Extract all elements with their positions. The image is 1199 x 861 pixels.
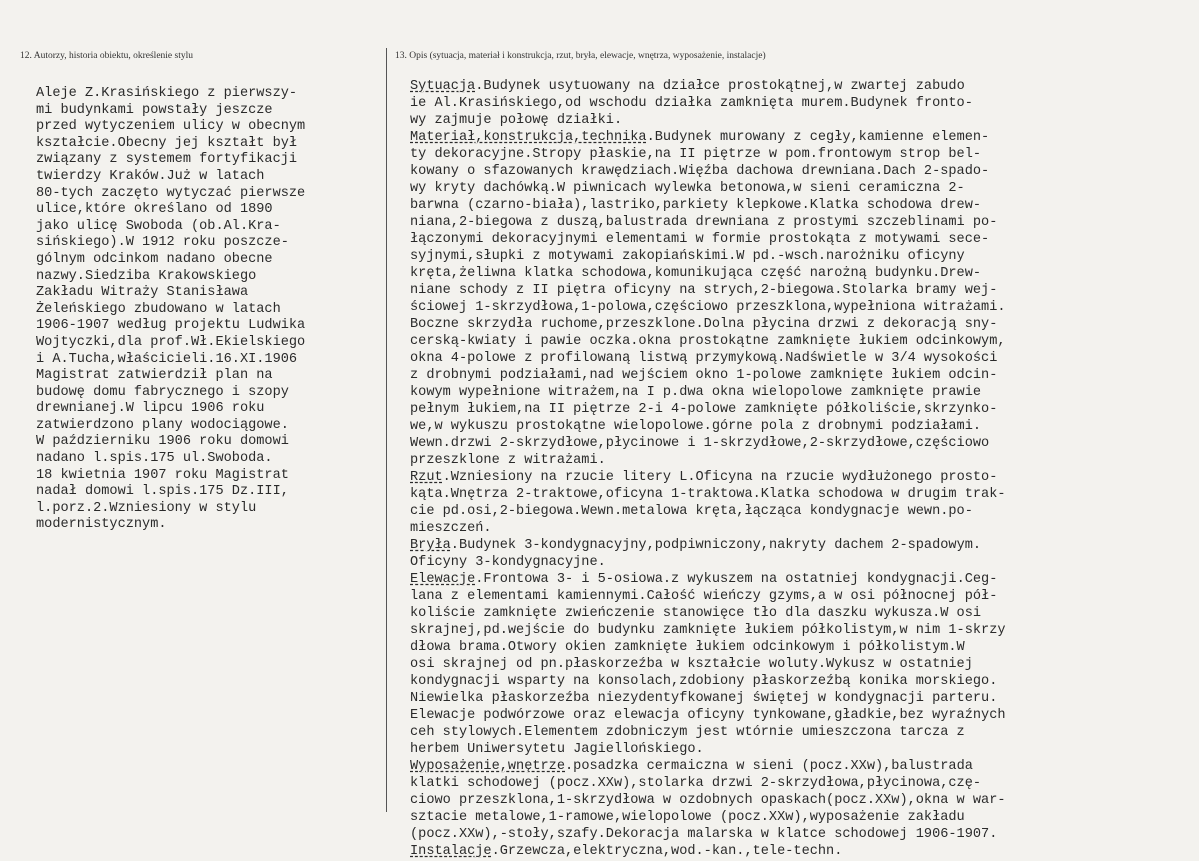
description-text-line xyxy=(410,673,1190,690)
description-text-column xyxy=(410,78,1190,860)
description-text-line xyxy=(410,571,1190,588)
description-text-line xyxy=(410,758,1190,775)
history-text-line: i A.Tucha,właścicieli.16.XI.1906 xyxy=(36,351,298,367)
description-text-line xyxy=(410,112,1190,129)
description-text-line xyxy=(410,214,1190,231)
description-text: Niewielka płaskorzeźba niezydentyfkowanej świętej w kondygnacji parteru. xyxy=(410,691,998,706)
description-text: łączonymi dekoracyjnymi elementami w formie prostokąta z motywami sece- xyxy=(410,232,990,247)
history-text-line: związany z systemem fortyfikacji xyxy=(36,152,298,168)
description-text-line xyxy=(410,316,1190,333)
section-heading: Materiał,konstrukcja,technika xyxy=(410,130,647,145)
history-text-line: modernistycznym. xyxy=(36,517,167,533)
history-text-line: 1906-1907 według projektu Ludwika xyxy=(36,318,306,334)
description-text-line xyxy=(410,537,1190,554)
description-text-line xyxy=(410,792,1190,809)
description-text-line xyxy=(410,469,1190,486)
description-text-line xyxy=(410,95,1190,112)
description-text: niane schody z II piętra oficyny na strych,2-biegowa.Stolarka bramy wej- xyxy=(410,283,998,298)
description-text-line xyxy=(410,401,1190,418)
description-text: .Budynek murowany z cegły,kamienne elemen- xyxy=(646,130,990,145)
history-text-line: Żeleńskiego zbudowano w latach xyxy=(36,301,281,317)
history-text-line: gólnym odcinkom nadano obecne xyxy=(36,251,273,267)
section-heading: Elewacje xyxy=(410,572,476,587)
description-text: osi skrajnej od pn.płaskorzeźba w kształcie woluty.Wykusz w ostatniej xyxy=(410,657,973,672)
description-text: wy zajmuje połowę działki. xyxy=(410,113,623,128)
description-text: cerską-kwiaty i pawie oczka.okna prostokątne zamknięte łukiem odcinkowym, xyxy=(410,334,1006,349)
description-text-line xyxy=(410,299,1190,316)
description-text-line xyxy=(410,452,1190,469)
history-text-line: nadał domowi l.spis.175 Dz.III, xyxy=(36,484,289,500)
description-text: .Wzniesiony na rzucie litery L.Oficyna na rzucie wydłużonego prosto- xyxy=(442,470,998,485)
description-text: mieszczeń. xyxy=(410,521,492,536)
description-text-line xyxy=(410,129,1190,146)
description-text-line xyxy=(410,435,1190,452)
description-text: cie pd.osi,2-biegowa.Wewn.metalowa kręta,łącząca kondygnacje wewn.po- xyxy=(410,504,973,519)
description-text: ceh stylowych.Elementem zdobniczym jest wtórnie umieszczona tarcza z xyxy=(410,725,965,740)
description-text: ściowej 1-skrzydłowa,1-polowa,częściowo przeszklona,wypełniona witrażami. xyxy=(410,300,1006,315)
history-text-line: l.porz.2.Wzniesiony w stylu xyxy=(36,500,257,516)
section-heading: Bryła xyxy=(410,538,451,553)
description-text-line xyxy=(410,180,1190,197)
description-text-line xyxy=(410,639,1190,656)
description-text: ty dekoracyjne.Stropy płaskie,na II piętrze w pom.frontowym strop bel- xyxy=(410,147,982,162)
description-text-line xyxy=(410,724,1190,741)
description-text-line xyxy=(410,588,1190,605)
description-text: .Grzewcza,elektryczna,wod.-kan.,tele-techn. xyxy=(491,844,843,859)
description-text-line xyxy=(410,809,1190,826)
description-text-line xyxy=(410,605,1190,622)
description-text-line xyxy=(410,350,1190,367)
description-text-line xyxy=(410,656,1190,673)
description-text: lana z elementami kamiennymi.Całość wieńczy gzyms,a w osi północnej pół- xyxy=(410,589,998,604)
description-text: .posadzka cermaiczna w sieni (pocz.XXw),balustrada xyxy=(565,759,973,774)
description-text: ie Al.Krasińskiego,od wschodu działka zamknięta murem.Budynek fronto- xyxy=(410,96,973,111)
description-text-line xyxy=(410,282,1190,299)
description-text: pełnym łukiem,na II piętrze 2-i 4-polowe zamknięte półkoliście,skrzynko- xyxy=(410,402,998,417)
description-text: (pocz.XXw),-stoły,szafy.Dekoracja malarska w klatce schodowej 1906-1907. xyxy=(410,827,998,842)
section-heading: Wyposażenie,wnętrze xyxy=(410,759,565,774)
history-text-line: ulice,które określano od 1890 xyxy=(36,202,273,218)
description-text-line xyxy=(410,826,1190,843)
history-text-line: zatwierdzono plany wodociągowe. xyxy=(36,417,289,433)
description-text-line xyxy=(410,248,1190,265)
description-text-line xyxy=(410,707,1190,724)
description-text-line xyxy=(410,231,1190,248)
description-text-line xyxy=(410,622,1190,639)
description-text: .Frontowa 3- i 5-osiowa.z wykuszem na ostatniej kondygnacji.Ceg- xyxy=(475,572,998,587)
description-text-line xyxy=(410,78,1190,95)
description-text-line xyxy=(410,384,1190,401)
description-text: koliście zamknięte zwieńczenie stanowięce tło dla daszku wykusza.W osi xyxy=(410,606,982,621)
history-text-line: 18 kwietnia 1907 roku Magistrat xyxy=(36,467,289,483)
description-text-line xyxy=(410,418,1190,435)
description-text: kondygnacji wsparty na konsolach,zdobiony płaskorzeźbą konika morskiego. xyxy=(410,674,998,689)
description-text: skrajnej,pd.wejście do budynku zamknięte łukiem półkolistym,w nim 1-skrzy xyxy=(410,623,1006,638)
description-text: ciowo przeszklona,1-skrzydłowa w ozdobnych opaskach(pocz.XXw),okna w war- xyxy=(410,793,1006,808)
description-text: herbem Uniwersytetu Jagiellońskiego. xyxy=(410,742,704,757)
description-text: Oficyny 3-kondygnacyjne. xyxy=(410,555,606,570)
description-text: z drobnymi podziałami,nad wejściem okno 1-polowe zamknięte łukiem odcin- xyxy=(410,368,998,383)
description-text-line xyxy=(410,486,1190,503)
history-text-line: przed wytyczeniem ulicy w obecnym xyxy=(36,119,306,135)
description-text: Boczne skrzydła ruchome,przeszklone.Dolna płycina drzwi z dekoracją sny- xyxy=(410,317,998,332)
description-text: klatki schodowej (pocz.XXw),stolarka drzwi 2-skrzydłowa,płycinowa,czę- xyxy=(410,776,982,791)
description-text: okna 4-polowe z profilowaną listwą przymykową.Nadświetle w 3/4 wysokości xyxy=(410,351,998,366)
description-text-line xyxy=(410,146,1190,163)
history-text-line: Magistrat zatwierdził plan na xyxy=(36,368,273,384)
description-text: kąta.Wnętrza 2-traktowe,oficyna 1-traktowa.Klatka schodowa w drugim trak- xyxy=(410,487,1006,502)
description-text: barwna (czarno-biała),lastriko,parkiety klepkowe.Klatka schodowa drew- xyxy=(410,198,982,213)
history-text-line: twierdzy Kraków.Już w latach xyxy=(36,168,265,184)
description-text: wy kryty dachówką.W piwnicach wylewka betonowa,w sieni ceramiczna 2- xyxy=(410,181,965,196)
history-text-line: kształcie.Obecny jej kształt był xyxy=(36,135,298,151)
description-text-line xyxy=(410,741,1190,758)
description-text-line xyxy=(410,265,1190,282)
history-text-line: budowę domu fabrycznego i szopy xyxy=(36,384,289,400)
description-text-line xyxy=(410,843,1190,860)
left-column-header: 12. Autorzy, historia obiektu, określenie stylu xyxy=(20,51,193,61)
history-text-line: W październiku 1906 roku domowi xyxy=(36,434,289,450)
description-text-line xyxy=(410,690,1190,707)
description-text-line xyxy=(410,554,1190,571)
history-text-line: Aleje Z.Krasińskiego z pierwszy- xyxy=(36,86,298,101)
description-text: Wewn.drzwi 2-skrzydłowe,płycinowe i 1-skrzydłowe,2-skrzydłowe,częściowo xyxy=(410,436,990,451)
history-text-column xyxy=(36,86,381,534)
description-text-line xyxy=(410,367,1190,384)
description-text: sztacie metalowe,1-ramowe,wielopolowe (pocz.XXw),wyposażenie zakładu xyxy=(410,810,965,825)
history-text-line: nazwy.Siedziba Krakowskiego xyxy=(36,268,257,284)
description-text: niana,2-biegowa z duszą,balustrada drewniana z prostymi szczeblinami po- xyxy=(410,215,998,230)
description-text-line xyxy=(410,197,1190,214)
history-text-line: nadano l.spis.175 ul.Swoboda. xyxy=(36,451,273,467)
history-text-line: Zakładu Witraży Stanisława xyxy=(36,285,249,301)
history-text-line: drewnianej.W lipcu 1906 roku xyxy=(36,401,265,417)
right-column-header: 13. Opis (sytuacja, materiał i konstrukcja, rzut, bryła, elewacje, wnętrza, wyposażenie, instalacje) xyxy=(395,51,766,61)
history-text-line: 80-tych zaczęto wytyczać pierwsze xyxy=(36,185,306,201)
description-text-line xyxy=(410,503,1190,520)
history-text-line: Wojtyczki,dla prof.Wł.Ekielskiego xyxy=(36,334,306,350)
description-text: .Budynek usytuowany na działce prostokątnej,w zwartej zabudo xyxy=(475,79,965,94)
history-text-line: mi budynkami powstały jeszcze xyxy=(36,102,273,118)
description-text: przeszklone z witrażami. xyxy=(410,453,606,468)
description-text: dłowa brama.Otwory okien zamknięte łukiem odcinkowym i półkolistym.W xyxy=(410,640,965,655)
section-heading: Instalacje xyxy=(410,844,492,859)
description-text: kowym wypełnione witrażem,na I p.dwa okna wielopolowe zamknięte prawie xyxy=(410,385,982,400)
description-text: kręta,żeliwna klatka schodowa,komunikująca część narożną budynku.Drew- xyxy=(410,266,982,281)
history-text-line: sińskiego).W 1912 roku poszcze- xyxy=(36,235,289,251)
section-heading: Rzut xyxy=(410,470,443,485)
description-text: Elewacje podwórzowe oraz elewacja oficyny tynkowane,gładkie,bez wyraźnych xyxy=(410,708,1006,723)
description-text: we,w wykuszu prostokątne wielopolowe.górne pola z drobnymi podziałami. xyxy=(410,419,982,434)
description-text: syjnymi,słupki z motywami zakopiańskimi.W pd.-wsch.narożniku oficyny xyxy=(410,249,965,264)
description-text-line xyxy=(410,775,1190,792)
section-heading: Sytuacja xyxy=(410,79,476,94)
description-text: .Budynek 3-kondygnacyjny,podpiwniczony,nakryty dachem 2-spadowym. xyxy=(450,538,982,553)
description-text-line xyxy=(410,333,1190,350)
column-divider xyxy=(386,48,387,812)
description-text: kowany o sfazowanych krawędziach.Więźba dachowa drewniana.Dach 2-spado- xyxy=(410,164,990,179)
description-text-line xyxy=(410,520,1190,537)
history-text-line: jako ulicę Swoboda (ob.Al.Kra- xyxy=(36,218,281,234)
description-text-line xyxy=(410,163,1190,180)
